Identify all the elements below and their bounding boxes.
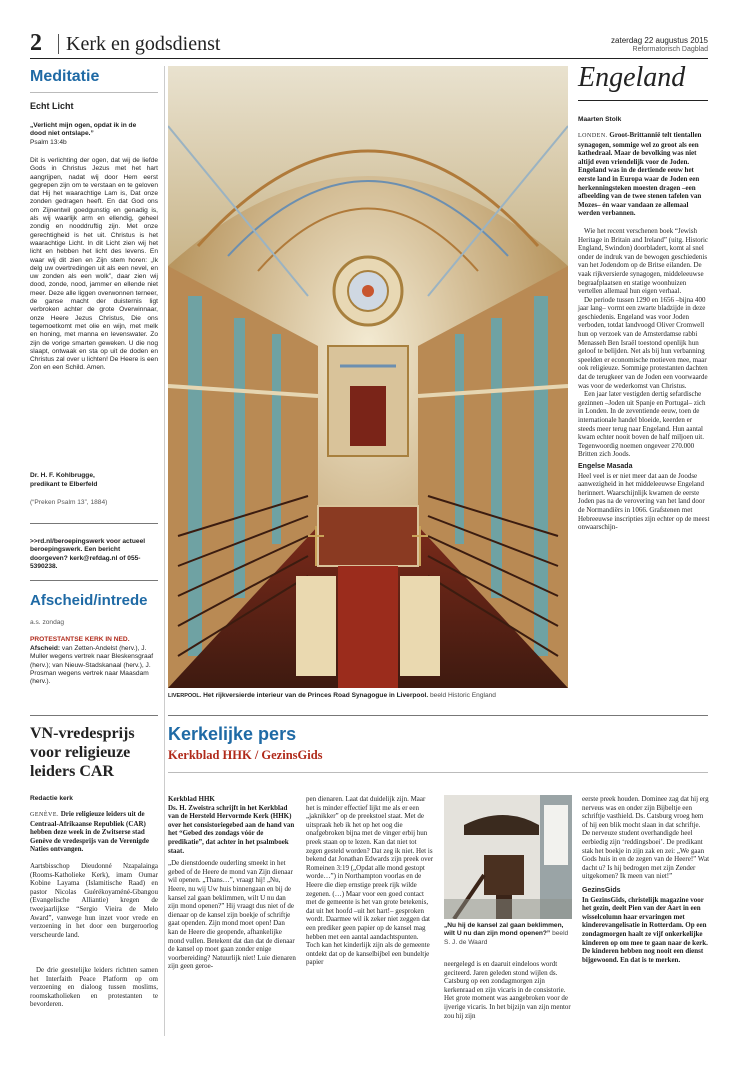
pulpit-image [444, 795, 572, 919]
meditatie-body: Dit is verlichting der ogen, dat wij de liefde Gods in Christus Jezus met het hart aangrijpen, nadat wij door Hem eerst gegrepen zijn om te verstaan en te geloven dat Hij het waarachtige Lam is, Dat onze zonden gedragen heeft. En dat God ons om Zijnentwil goedgunstig en genadig is, als wij waarlijk arm en ellendig, geheel zondig en nooddruftig zijn. Met onze gerechtigheid is het uit. Christus is het waarachtige Licht. In dit Licht zien wij het licht en hebben het licht des levens. En waar wij dit zien en Zijn stem horen: „Ik delg uw overtredingen uit als een nevel, en uw zonden als een wolk”, daar zien wij dood, zonde, nood, jammer en ellende niet meer. Deze alle liggen overwonnen terneer, de ganse macht der duisternis ligt verbroken achter de grote Overwinnaar, onze Heere Jezus Christus, Die ons tegemoetkomt met olie en wijn, met melk en honing, met manna en levenswater. Zo zijn de vorige smarten geweken. U die nog slaapt, ontwaak en sta op uit de doden en Christus zal over u lichten! De Heere is een Zon en een Schild. Amen. [30, 157, 158, 372]
afscheid-text [30, 645, 158, 686]
vn-lead [30, 810, 158, 854]
photo-caption-text: Het rijkversierde interieur van de Princes Road Synagogue in Liverpool. [203, 692, 429, 699]
photo-caption [168, 692, 568, 700]
engeland-lead [578, 131, 710, 218]
page-number: 2 [30, 30, 42, 56]
pulpit-caption: „Nu hij de kansel zal gaan beklimmen, wilt U nu dan zijn mond openen?” [444, 922, 564, 938]
kerkblad-heading: Kerkblad HHK [168, 795, 215, 803]
engeland-p2: De periode tussen 1290 en 1656 –bijna 400 jaar lang– vormt een zwarte bladzijde in deze geschiedenis. Engeland was voor Joden verboden, totdat landvoogd Oliver Cromwell hun op verzoek van de Amsterdamse rabbi Menasseh Ben Israël toestond openlijk hun geloof te belijden. Net als bij hun verbanning speelden er economische motieven mee, maar ook religieuze. Sommige protestanten dachten dat de terugkeer van de Joden een voorwaarde was voor de wederkomst van Christus. [578, 295, 708, 390]
afscheid-label: Afscheid: [30, 645, 61, 652]
afscheid-kicker: Afscheid/intrede [30, 592, 148, 609]
kerkblad-body: „De dienstdoende ouderling smeekt in het gebed of de Heere de mond van Zijn dienaar wil openen. „Thans…”, vraagt hij! „Nu, Heere, nu wij Uw huis binnengaan en bij de kansel zal gaan beklimmen, wilt U nu dan zijn mond openen?” Hij vraagt dus niet of de dienaar op de kansel zijn boekje of schriftje gaat openden. Zijn mond moet open! Dan kan de Heere die geopende, afhankelijke mond vullen. Betekent dat dan dat de dienaar de kansel op moet gaan zonder enige voorbereiding? Natuurlijk niet! Luie dienaren zijn geen geroe- [168, 859, 296, 971]
vn-lead-text: Drie religieuze leiders uit de Centraal-Afrikaanse Republiek (CAR) hebben deze week in de Zwitserse stad Genève de vredesprijs van de Verenigde Naties ontvangen. [30, 810, 149, 854]
pers-col1 [168, 795, 296, 971]
gezinsgids-heading: GezinsGids [582, 886, 621, 894]
engeland-p3: Een jaar later vestigden dertig sefardische gezinnen –Joden uit Spanje en Portugal– zich in Londen. In de zeventiende eeuw, toen de internationale handel bloeide, keerden er steeds meer terug naar Engeland. Hun aantal kwam echter nooit boven de half miljoen uit. Tegenwoordig noemen ongeveer 270.000 Britten zich Joods. [578, 390, 706, 459]
vn-dateline: GENÈVE. [30, 812, 59, 818]
pers-col2: pen dienaren. Laat dat duidelijk zijn. Maar het is minder effectief lijkt me als er een „jaknikker” op de preekstoel staat. Met de uitspraak heb ik het op het oog die onafgebroken bijna met de vinger erbij hun preek staan op te lezen. Kan dat niet tot zegen gesteld worden? Dat zeg ik niet. Het is bekend dat Jonathan Edwards zijn preek over Romeinen 3:19 („Opdat alle mond gestopt worde…”) in Northampton voorlas en de Heere die diep ernstige preek rijk wilde zegenen. (…) Maar voor een goed contact met de gemeente is het van grote betekenis, dat uit het hoofd –uit het hart!– gesproken wordt. Daarmee wil ik zeker niet zeggen dat een prediker geen papier op de kansel mag hebben met een aantal aandachtspunten. Toch kan het kinderlijk zijn als de gemeente ontdekt dat op de kanselbijbel een bundeltje papier [306, 795, 434, 967]
meditatie-kicker: Meditatie [30, 68, 100, 85]
meditatie-quote: „Verlicht mijn ogen, opdat ik in de dood niet ontslape.” [30, 122, 137, 138]
engeland-p4: Heel veel is er niet meer dat aan de Joodse aanwezigheid in het middeleeuwse Engeland herinnert. Waarschijnlijk kwamen de eerste Joden pas na de verovering van het land door de Normandiërs in 1066. Grafstenen met Hebreeuwse inscripties zijn echter op de meest onwaarschijn- [578, 471, 710, 532]
section-title: Kerk en godsdienst [66, 33, 221, 55]
pers-kicker: Kerkelijke pers [168, 724, 297, 744]
afscheid-church: PROTESTANTSE KERK IN NED. [30, 636, 130, 643]
photo-caption-place: LIVERPOOL. [168, 693, 202, 699]
photo-credit: beeld Historic England [430, 692, 496, 699]
kerkblad-lead: Ds. H. Zweistra schrijft in het Kerkblad van de Hersteld Hervormde Kerk (HHK) over het consistoriegebed aan de hand van het “Gebed des zondags vóór de predikatie”, dat achter in het psalmboek staat. [168, 803, 295, 855]
engeland-byline: Maarten Stolk [578, 116, 622, 123]
gezinsgids-lead: In GezinsGids, christelijk magazine voor het gezin, deelt Pien van der Aart in een wisselcolumn haar ervaringen met kinderevangelisatie in Rotterdam. Op een zondagmorgen haalt ze vijf onkerkelijke kinderen op om mee te gaan naar de kerk. De kinderen hebben nog nooit een dienst bijgewoond. En dat is te merken. [582, 895, 708, 964]
pers-subtitle: Kerkblad HHK / GezinsGids [168, 748, 323, 762]
engeland-p1: Wie het recent verschenen boek “Jewish Heritage in Britain and Ireland” (uitg. Historic England, Swindon) doorbladert, komt al snel onder de indruk van de bewogen geschiedenis van het Jodendom op de Britse eilanden. De vaak rijkversierde synagogen, middeleeuwse begraafplaatsen en statige woonhuizen vertellen allemaal hun eigen verhaal. [578, 226, 709, 296]
engeland-lead-text: Groot-Brittannië telt tientallen synagogen, sommige wel zo groot als een kathedraal. Maar de bevolking was niet altijd even vriendelijk voor de Joden. Engeland was in de dertiende eeuw het eerste land in Europa waar de Joden een herkenningsteken moesten dragen –een afbeelding van de twee stenen tafelen van Mozes– én waar vandaan ze allemaal werden verbannen. [578, 131, 702, 218]
meditatie-author-role: predikant te Elberfeld [30, 481, 98, 488]
issue-date: zaterdag 22 augustus 2015 [611, 36, 708, 45]
vn-byline: Redactie kerk [30, 795, 73, 802]
engeland-dateline: LONDEN. [578, 133, 608, 139]
engeland-text [578, 131, 710, 532]
meditatie-ref: Psalm 13:4b [30, 139, 67, 146]
pulpit-photo [444, 795, 572, 919]
pulpit-caption-block [444, 922, 572, 947]
pulpit-credit: beeld S. J. de Waard [444, 930, 569, 946]
synagogue-interior-image [168, 66, 568, 688]
meditatie-author: Dr. H. F. Kohlbrugge, [30, 472, 95, 479]
engeland-headline: Engeland [578, 62, 686, 93]
afscheid-when: a.s. zondag [30, 619, 65, 626]
vn-headline: VN-vredesprijs voor religieuze leiders CAR [30, 725, 135, 780]
afscheid-body: van Zetten-Andelst (herv.), J. Muller wegens vertrek naar Bleskensgraaf (herv.); van Nieuw-Stadskanaal (herv.), J. Prosman wegens vertrek naar Maasdam (herv.). [30, 645, 154, 686]
meditatie-title: Echt Licht [30, 101, 74, 111]
synagogue-photo [168, 66, 568, 688]
pers-col4-body: eerste preek houden. Dominee zag dat hij erg nerveus was en onder zijn Bijbeltje een schriftje vasthield. Ds. Catsburg vroeg hem of hij een blik mocht slaan in dat schriftje. De nerveuze student overhandigde heel eerbiedig zijn ‘reddingsboei’. De predikant stak het boekje in zijn zak en zei: „We gaan Gods huis in en de zegen van de Heere!” Wat dacht u? Is hij bedrogen met zijn Zender uitgekomen? Ik meen van niet!” [582, 795, 710, 881]
newspaper-name: Reformatorisch Dagblad [632, 46, 708, 53]
pers-col4 [582, 795, 710, 964]
meditatie-source: (“Preken Psalm 13”, 1884) [30, 499, 108, 506]
pers-col3: neergelegd is en daaruit eindeloos wordt geciteerd. Jaren geleden stond wijlen ds. Catsburg op een zondagmorgen zijn kerkenraad en zijn vicaris in de consistorie. Het grote moment was aangebroken voor de ijverige vicaris. In het bijzijn van zijn mentor zou hij zijn [444, 960, 571, 1020]
vacancies-link[interactable]: >>rd.nl/beroepingswerk voor actueel beroepingswerk. Een bericht doorgeven? kerk@refdag.nl of 055-5390238. [30, 538, 146, 570]
vn-p1: Aartsbisschop Dieudonné Nzapalainga (Rooms-Katholieke Kerk), imam Oumar Kobine Layama (Islamitische Raad) en pastor Nicolas Guérékoyaméné-Gbangou (Evangelische Alliantie) kregen de tweejaarlijkse “Sergio Vieira de Melo Award”, vanwege hun inzet voor vrede en verzoening in het door een burgeroorlog verscheurde land. [30, 862, 158, 939]
vn-p2: De drie geestelijke leiders richtten samen het Interfaith Peace Platform op om verzoening en dialoog tussen moslims, roomskatholieken en protestanten te bevorderen. [30, 966, 158, 1009]
engeland-subhead: Engelse Masada [578, 462, 633, 470]
